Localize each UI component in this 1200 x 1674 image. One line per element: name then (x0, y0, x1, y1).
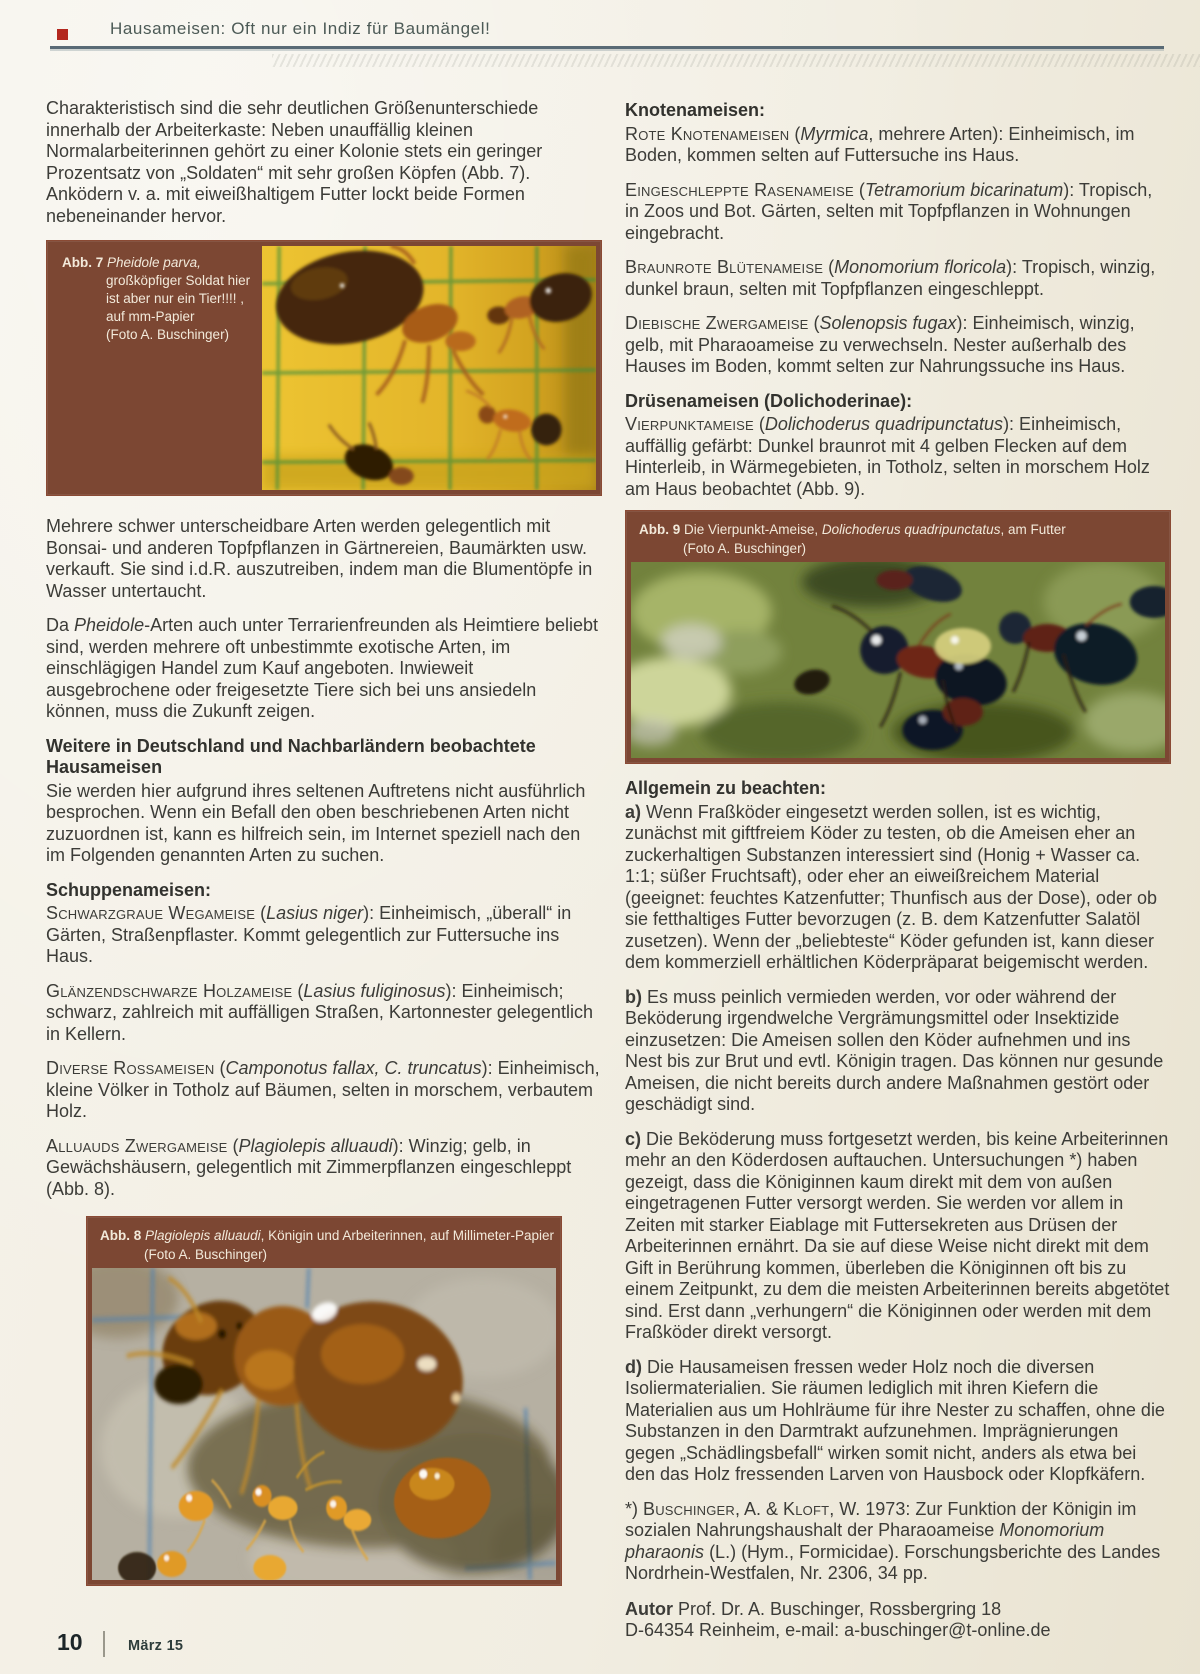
heading-weitere-arten: Weitere in Deutschland und Nachbarländern beobachtete Hausameisen (46, 735, 536, 777)
point-c: c) Die Beköderung muss fortgesetzt werden, bis keine Arbeiterinnen mehr an den Köderdosen auftauchen. Untersuchungen *) haben gezeigt, dass die Königinnen kaum direkt mit dem von außen eingetragenen Futter versorgt werden. Sie werden vor allem in Zeiten mit starker Eiablage mit Futtersekreten aus Drüsen der Arbeiterinnen ernährt. Da sie auf diese Weise nicht direkt mit dem Gift in Berührung kommen, überleben die Königinnen oft bis zu einem Zeitpunkt, zu dem die meisten Arbeiterinnen bereits abgetötet sind. Erst dann „verhungern“ die Königinnen oder werden mit dem Fraßköder direkt versorgt. (625, 1128, 1170, 1342)
heading-knotenameisen: Knotenameisen: (625, 100, 766, 120)
left-column (46, 88, 602, 1602)
figure-8-photo-credit: (Foto A. Buschinger) (144, 1247, 268, 1262)
footnote-reference: *) Buschinger, A. & Kloft, W. 1973: Zur Funktion der Königin im sozialen Nahrungshaushalt der Pharaoameise Monomorium pharaonis (L.) (Hym., Formicidae). Forschungsberichte des Landes Nordrhein-Westfalen, Nr. 2306, 34 pp. (625, 1498, 1161, 1583)
paragraph-pheidole-handel: Da Pheidole-Arten auch unter Terrarienfreunden als Heimtiere beliebt sind, werden mehrere oft unbestimmte exotische Arten, im einschlägigen Handel zum Kauf angeboten. Inwieweit ausgebrochene oder freigesetzte Tiere sich bei uns ansiedeln können, muss die Zukunft zeigen. (46, 615, 598, 721)
species-entry-holzameise: Glänzendschwarze Holzameise (Lasius fuliginosus): Einheimisch; schwarz, zahlreich mit auffälligen Straßen, Kartonnester gelegentlich in Kellern. (46, 980, 593, 1044)
queen-and-workers-illustration (92, 1268, 556, 1580)
species-entry-zwergameise-alluaudi: Alluauds Zwergameise (Plagiolepis alluaudi): Winzig; gelb, in Gewächshäusern, gelegentlich mit Zimmerpflanzen eingeschleppt (Abb. 8). (46, 1135, 572, 1199)
species-entry-vierpunktameise: Vierpunktameise (Dolichoderus quadripunctatus): Einheimisch, auffällig gefärbt: Dunkel braunrot mit 4 gelben Flecken auf dem Hinterleib, in Wärmegebieten, in Totholz, selten in morschem Holz am Haus beobachtet (Abb. 9). (625, 414, 1150, 499)
species-entry-rossameisen: Diverse Rossameisen (Camponotus fallax, C. truncatus): Einheimisch, kleine Völker in Totholz auf Bäumen, selten in morschem, verbautem Holz. (46, 1058, 600, 1121)
figure-7-caption-lines: großköpfiger Soldat hier ist aber nur ein Tier!!!! , auf mm-Papier (Foto A. Buschinger) (106, 273, 251, 342)
ants-on-moss-illustration (631, 562, 1165, 758)
author-block (625, 1599, 1171, 1642)
page-number: 10 (57, 1629, 83, 1655)
paragraph-bonsai: Mehrere schwer unterscheidbare Arten werden gelegentlich mit Bonsai- und anderen Topfpflanzen in Gärtnereien, Baumärkten usw. verkauft. Sie sind i.d.R. auszutreiben, indem man die Blumentöpfe in Wasser untertaucht. (46, 516, 593, 601)
header-texture-band (272, 54, 1200, 67)
figure-7-photo (262, 246, 596, 490)
point-b: b) Es muss peinlich vermieden werden, vor oder während der Beköderung irgendwelche Vergrämungsmittel oder Insektizide einzusetzen: Die Ameisen sollen den Köder aufnehmen und ins Nest bis zur Brut und evtl. Königin tragen. Das können nur gesunde Ameisen, die nicht bereits durch andere Maßnahmen gestört oder geschädigt sind. (625, 986, 1164, 1114)
ants-on-mm-paper-illustration (262, 246, 596, 490)
species-entry-wegameise: Schwarzgraue Wegameise (Lasius niger): Einheimisch, „überall“ in Gärten, Straßenpflaster. Kommt gelegentlich zur Futtersuche ins Haus. (46, 903, 572, 966)
author-line-1: Autor Prof. Dr. A. Buschinger, Rossbergring 18 (625, 1598, 1002, 1619)
figure-9-photo (631, 562, 1165, 758)
figure-9-caption-text: Abb. 9 Die Vierpunkt-Ameise, Dolichoderus quadripunctatus, am Futter (639, 522, 1066, 537)
figure-9-caption (631, 516, 1165, 562)
figure-9 (625, 510, 1171, 764)
point-a: a) Wenn Fraßköder eingesetzt werden sollen, ist es wichtig, zunächst mit giftfreiem Köder zu testen, ob die Ameisen eher an zuckerhaltigen Substanzen interessiert sind (Honig + Wasser ca. 1:1; süßer Fruchtsaft), oder eher an eiweißreichem Material (geeignet: feuchtes Katzenfutter; Thunfisch aus der Dose), oder ob sie fetthaltiges Futter bevorzugen (z. B. dem Katzenfutter Salatöl zusetzen). Wenn der „beliebteste“ Köder gefunden ist, kann dieser dem kommerziell erhältlichen Köderpräparat beigemischt werden. (625, 801, 1157, 972)
header-rule (50, 46, 1164, 49)
paragraph-intro: Charakteristisch sind die sehr deutlichen Größenunterschiede innerhalb der Arbeiterkaste: Neben unauffällig kleinen Normalarbeiterinnen gehört zu einer Kolonie stets ein geringer Prozentsatz von „Soldaten“ mit sehr großen Köpfen (Abb. 7). Anködern v. a. mit eiweißhaltigem Futter lockt beide Formen nebeneinander hervor. (46, 98, 543, 226)
page-header-title: Hausameisen: Oft nur ein Indiz für Baumängel! (110, 19, 491, 38)
figure-7-caption-title: Abb. 7 Pheidole parva, (62, 255, 201, 270)
heading-druesenameisen: Drüsenameisen (Dolichoderinae): (625, 390, 913, 411)
issue-label: März 15 (128, 1638, 184, 1654)
footer-divider (103, 1631, 105, 1657)
figure-8-caption-text: Abb. 8 Plagiolepis alluaudi, Königin und Arbeiterinnen, auf Millimeter-Papier (100, 1228, 555, 1243)
red-square-bullet-icon (57, 29, 68, 40)
point-d: d) Die Hausameisen fressen weder Holz noch die diversen Isoliermaterialien. Sie räumen lediglich mit ihren Kiefern die Materialien aus um Hohlräume für ihre Nester zu schaffen, ohne die Substanzen in den Darmtrakt aufzunehmen. Imprägnierungen gegen „Schädlingsbefall“ wirken somit nicht, anders als etwa bei den das Holz fressenden Larven von Hausbock oder Klopfkäfern. (625, 1356, 1165, 1484)
heading-schuppenameisen: Schuppenameisen: (46, 879, 212, 900)
species-entry-rasenameise: Eingeschleppte Rasenameise (Tetramorium bicarinatum): Tropisch, in Zoos und Bot. Gärten, selten mit Topfpflanzen in Wohnungen eingebracht. (625, 179, 1153, 243)
species-entry-bluetenameise: Braunrote Blütenameise (Monomorium floricola): Tropisch, winzig, dunkel braun, selten mit Topfpflanzen eingeschleppt. (625, 257, 1156, 299)
figure-8-photo (92, 1268, 556, 1580)
author-line-2: D-64354 Reinheim, e-mail: a-buschinger@t-online.de (625, 1620, 1051, 1640)
figure-9-photo-credit: (Foto A. Buschinger) (683, 541, 807, 556)
heading-allgemein: Allgemein zu beachten: (625, 778, 827, 798)
figure-8 (86, 1216, 562, 1586)
figure-7 (46, 240, 602, 496)
species-entry-zwergameise-fugax: Diebische Zwergameise (Solenopsis fugax): Einheimisch, winzig, gelb, mit Pharaoameise zu verwechseln. Nester außerhalb des Hauses im Boden, kommt selten zur Nahrungssuche ins Haus. (625, 313, 1135, 376)
figure-7-caption (52, 246, 262, 490)
species-entry-knotenameisen: Rote Knotenameisen (Myrmica, mehrere Arten): Einheimisch, im Boden, kommen selten auf Futtersuche ins Haus. (625, 123, 1135, 165)
right-column (625, 88, 1171, 1642)
figure-8-caption (92, 1222, 556, 1268)
paragraph-weitere-arten: Sie werden hier aufgrund ihres seltenen Auftretens nicht ausführlich besprochen. Wenn ein Befall den oben beschriebenen Arten nicht zuzuordnen ist, kann es hilfreich sein, im Internet speziell nach den im Folgenden genannten Arten zu suchen. (46, 780, 586, 865)
